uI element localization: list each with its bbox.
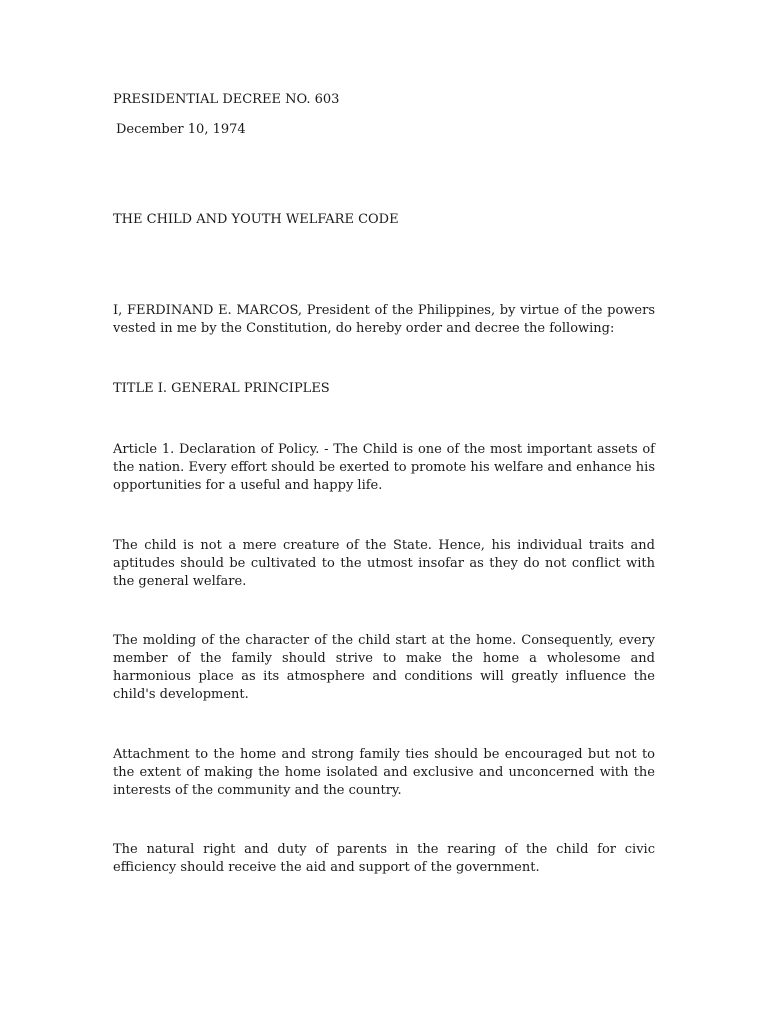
paragraph-5: The natural right and duty of parents in the rearing of the child for civic efficiency should receive the aid and support of the government. xyxy=(113,842,655,875)
paragraph-2: The child is not a mere creature of the State. Hence, his individual traits and aptitudes should be cultivated to the utmost insofar as they do not conflict with the general welfare. xyxy=(113,538,655,589)
paragraph-3: The molding of the character of the child start at the home. Consequently, every member of the family should strive to make the home a wholesome and harmonious place as its atmosphere and conditions will greatly influence the child's development. xyxy=(113,633,655,702)
title-heading: TITLE I. GENERAL PRINCIPLES xyxy=(113,381,330,396)
code-title: THE CHILD AND YOUTH WELFARE CODE xyxy=(113,212,399,227)
decree-date: December 10, 1974 xyxy=(116,122,246,137)
article-1-paragraph: Article 1. Declaration of Policy. - The Child is one of the most important assets of the nation. Every effort should be exerted to promote his welfare and enhance his opportunities for a useful and happy life. xyxy=(113,442,655,493)
preamble-paragraph: I, FERDINAND E. MARCOS, President of the Philippines, by virtue of the powers vested in me by the Constitution, do hereby order and decree the following: xyxy=(113,303,655,336)
paragraph-4: Attachment to the home and strong family ties should be encouraged but not to the extent of making the home isolated and exclusive and unconcerned with the interests of the community and the country. xyxy=(113,747,655,798)
decree-number: PRESIDENTIAL DECREE NO. 603 xyxy=(113,92,340,107)
